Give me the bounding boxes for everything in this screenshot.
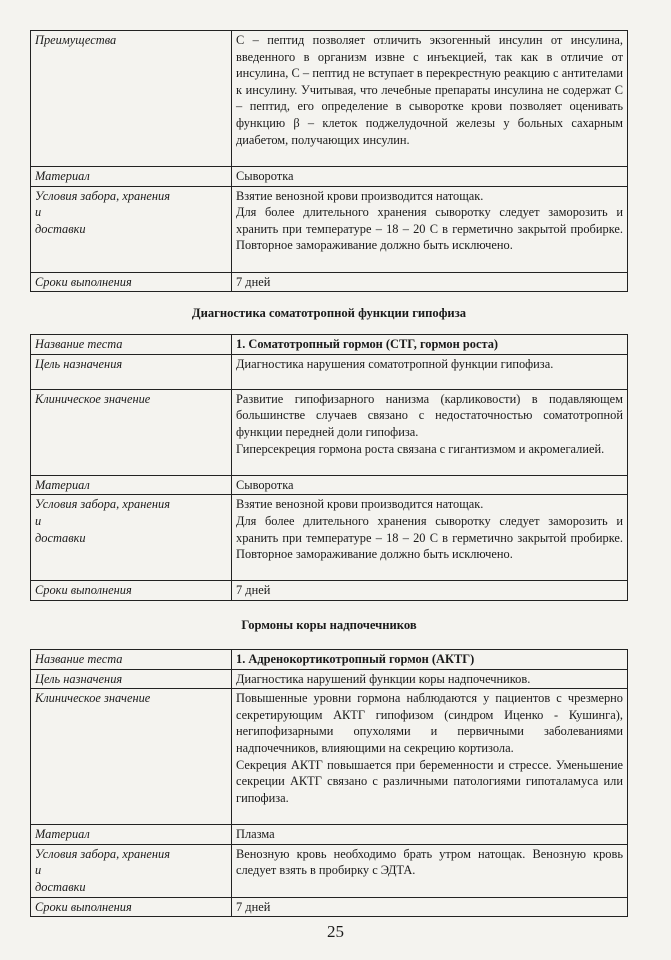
row-value: 7 дней (232, 581, 628, 601)
table-row (31, 495, 628, 581)
page-number: 25 (327, 922, 344, 941)
row-value: 7 дней (232, 272, 628, 292)
table-row (31, 167, 628, 187)
row-value: Сыворотка (232, 475, 628, 495)
test-name: 1. Соматотропный гормон (СТГ, гормон роста) (232, 335, 628, 355)
row-value: Повышенные уровни гормона наблюдаются у пациентов с чрезмерно секретирующим АКТГ гипофизом (синдром Иценко - Кушинга), негипофизарными опухолями и первичными заболеваниями надпочечников, влияющими на секрецию кортизола. Секреция АКТГ повышается при беременности и стрессе. Уменьшение секреции АКТГ связано с различными патологиями гипоталамуса или гипофиза. (232, 689, 628, 825)
section-title: Диагностика соматотропной функции гипофиза (191, 306, 467, 321)
row-label: Цель назначения (31, 354, 232, 389)
document-page (30, 30, 628, 917)
row-label: Сроки выполнения (31, 897, 232, 917)
row-label: Сроки выполнения (31, 272, 232, 292)
row-label: Клиническое значение (31, 689, 232, 825)
row-value: Диагностика нарушений функции коры надпочечников. (232, 669, 628, 689)
row-label: Название теста (31, 335, 232, 355)
acth-table (30, 649, 628, 917)
table-row (31, 335, 628, 355)
row-label: Материал (31, 825, 232, 845)
table-row (31, 669, 628, 689)
table-row (31, 475, 628, 495)
row-value: Взятие венозной крови производится натощак. Для более длительного хранения сыворотку следует заморозить и хранить при температуре – 18 – 20 С в герметично закрытой пробирке. Повторное замораживание должно быть исключено. (232, 495, 628, 581)
row-value: Взятие венозной крови производится натощак. Для более длительного хранения сыворотку следует заморозить и хранить при температуре – 18 – 20 С в герметично закрытой пробирке. Повторное замораживание должно быть исключено. (232, 186, 628, 272)
c-peptide-table (30, 30, 628, 292)
table-row (31, 354, 628, 389)
row-label: Название теста (31, 649, 232, 669)
row-label: Условия забора, хранения и доставки (31, 495, 232, 581)
table-row (31, 186, 628, 272)
row-value: Плазма (232, 825, 628, 845)
row-label: Условия забора, хранения и доставки (31, 186, 232, 272)
table-row (31, 897, 628, 917)
table-row (31, 272, 628, 292)
table-row (31, 581, 628, 601)
table-row (31, 31, 628, 167)
table-row (31, 689, 628, 825)
stg-table (30, 334, 628, 601)
row-label: Преимущества (31, 31, 232, 167)
row-value: Развитие гипофизарного нанизма (карликовости) в подавляющем большинстве случаев связано с недостаточностью соматотропной функции передней доли гипофиза. Гиперсекреция гормона роста связана с гигантизмом и акромегалией. (232, 389, 628, 475)
row-value: Венозную кровь необходимо брать утром натощак. Венозную кровь следует взять в пробирку с ЭДТА. (232, 844, 628, 897)
row-label: Сроки выполнения (31, 581, 232, 601)
table-row (31, 649, 628, 669)
row-value: С – пептид позволяет отличить экзогенный инсулин от инсулина, введенного в организм извне с инъекцией, так как в отличие от инсулина, С – пептид не вступает в перекрестную реакцию с антителами к инсулину. Учитывая, что лечебные препараты инсулина не содержат С – пептид, его определение в сыворотке крови позволяет оценивать функцию β – клеток поджелудочной железы у больных сахарным диабетом, получающих инсулин. (232, 31, 628, 167)
table-row (31, 844, 628, 897)
test-name: 1. Адренокортикотропный гормон (АКТГ) (232, 649, 628, 669)
table-row (31, 389, 628, 475)
table-row (31, 825, 628, 845)
row-value: Диагностика нарушения соматотропной функции гипофиза. (232, 354, 628, 389)
section-title: Гормоны коры надпочечников (241, 617, 417, 632)
row-label: Клиническое значение (31, 389, 232, 475)
row-value: 7 дней (232, 897, 628, 917)
row-label: Материал (31, 167, 232, 187)
row-label: Условия забора, хранения и доставки (31, 844, 232, 897)
row-value: Сыворотка (232, 167, 628, 187)
row-label: Материал (31, 475, 232, 495)
row-label: Цель назначения (31, 669, 232, 689)
